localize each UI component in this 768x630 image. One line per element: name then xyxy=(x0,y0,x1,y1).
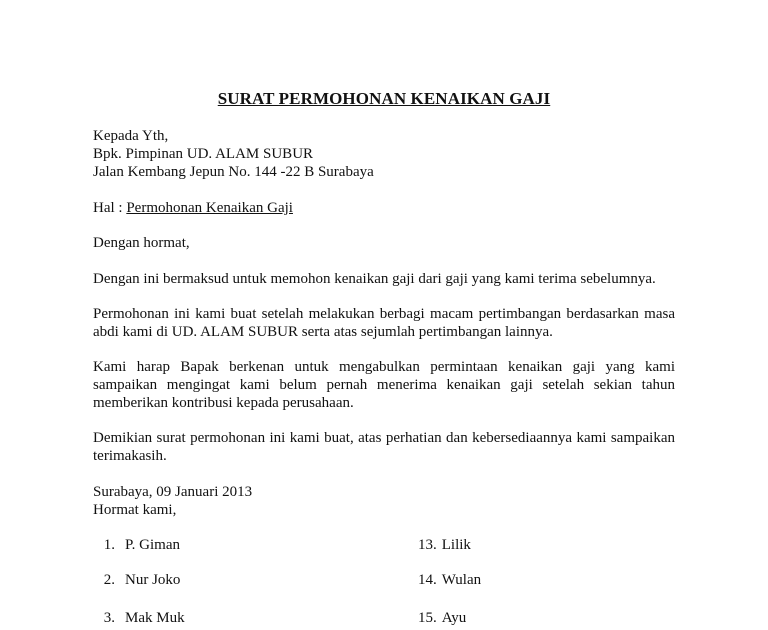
signatory-number: 13. xyxy=(418,537,437,553)
greeting: Dengan hormat, xyxy=(93,235,190,251)
signatory-name: Wulan xyxy=(441,572,482,588)
signatory-item xyxy=(93,609,185,627)
subject-line xyxy=(93,199,675,217)
signatory-number: 14. xyxy=(418,572,437,588)
paragraph-4: Demikian surat permohonan ini kami buat, atas perhatian dan kebersediaannya kami sampaikan terimakasih. xyxy=(93,430,675,464)
closing xyxy=(93,483,675,519)
signatory-item xyxy=(418,571,481,589)
letter-title: SURAT PERMOHONAN KENAIKAN GAJI xyxy=(217,89,551,108)
signatory-number: 1. xyxy=(103,537,115,553)
recipient-line-1: Kepada Yth, xyxy=(93,128,169,144)
signatory-name: Nur Joko xyxy=(125,572,181,588)
paragraph-3: Kami harap Bapak berkenan untuk mengabulkan permintaan kenaikan gaji yang kami sampaikan mengingat kami belum pernah menerima kenaikan gaji setelah sekian tahun memberikan kontribusi kepada perusahaan. xyxy=(93,359,675,411)
signatory-item xyxy=(418,536,471,554)
signatory-name: P. Giman xyxy=(125,537,181,553)
signatory-item xyxy=(418,609,466,627)
signatory-item xyxy=(93,571,180,589)
paragraph-1: Dengan ini bermaksud untuk memohon kenaikan gaji dari gaji yang kami terima sebelumnya. xyxy=(93,271,656,287)
subject-label: Hal : xyxy=(93,200,123,216)
closing-salutation: Hormat kami, xyxy=(93,502,177,518)
place-date: Surabaya, 09 Januari 2013 xyxy=(93,484,253,500)
signatory-name: Ayu xyxy=(441,610,467,626)
subject-value: Permohonan Kenaikan Gaji xyxy=(126,200,293,216)
signatory-item xyxy=(93,536,180,554)
signatory-number: 3. xyxy=(103,610,115,626)
recipient-address xyxy=(93,127,675,181)
signatory-name: Mak Muk xyxy=(125,610,185,626)
signatory-name: Lilik xyxy=(441,537,471,553)
signatory-number: 2. xyxy=(103,572,115,588)
paragraph-2: Permohonan ini kami buat setelah melakukan berbagi macam pertimbangan berdasarkan masa abdi kami di UD. ALAM SUBUR serta atas sejumlah pertimbangan lainnya. xyxy=(93,306,675,340)
signatory-number: 15. xyxy=(418,610,437,626)
recipient-line-2: Bpk. Pimpinan UD. ALAM SUBUR xyxy=(93,146,314,162)
recipient-line-3: Jalan Kembang Jepun No. 144 -22 B Surabaya xyxy=(93,164,374,180)
